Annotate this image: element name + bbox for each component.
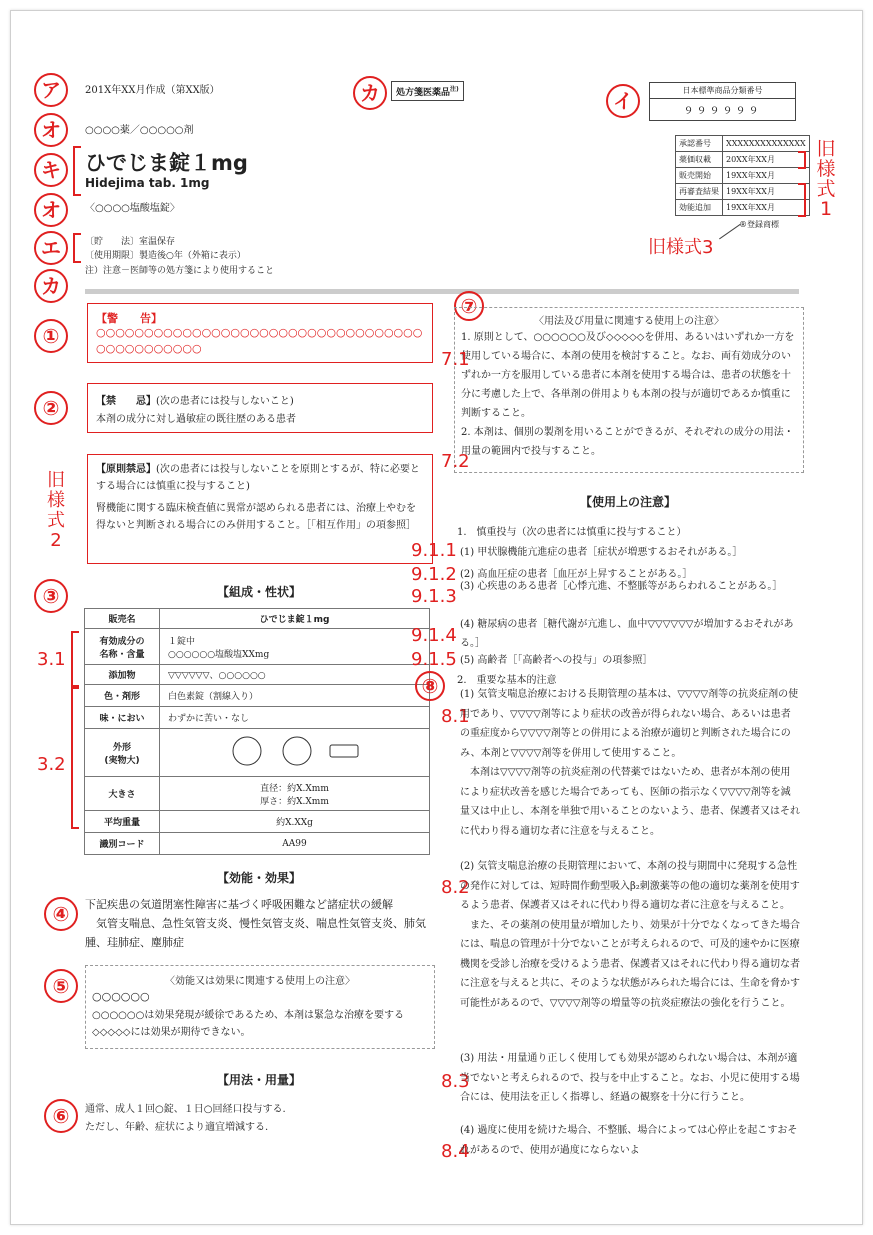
annotation-o-2: オ (34, 193, 68, 227)
composition-value: AA99 (160, 833, 430, 855)
approval-table (675, 135, 810, 216)
annotation-old1: 旧様式1 (816, 138, 836, 220)
composition-value: ひでじま錠１mg (160, 609, 430, 629)
annotation-3-2: 3.2 (37, 754, 66, 775)
approval-row (676, 152, 810, 168)
careful-item-5: (5) 高齢者［「高齢者への投与」の項参照］ (460, 655, 653, 666)
careful-item-4: (4) 糖尿病の患者［糖代謝が亢進し、血中▽▽▽▽▽▽が増加するおそれがある。］ (460, 619, 794, 649)
warning-text: ○○○○○○○○○○○○○○○○○○○○○○○○○○○○○○○○○○○○○○○○○○○○○ (96, 326, 423, 355)
annotation-8-1: 8.1 (441, 706, 470, 727)
rx-badge: 処方箋医薬品$^{注)}$ (391, 81, 464, 101)
approval-value: 19XX年XX月 (723, 200, 810, 216)
careful-item-2: (2) 高血圧症の患者［血圧が上昇することがある。］ (460, 569, 693, 580)
std-code-box: 日本標準商品分類番号 ９９９９９９ (649, 82, 796, 121)
old3-pointer (719, 224, 741, 240)
annotation-e: エ (34, 231, 68, 265)
approval-row (676, 200, 810, 216)
annotation-8: ⑧ (415, 671, 445, 701)
annotation-8-3: 8.3 (441, 1071, 470, 1092)
composition-header: 外形 (実物大) (85, 729, 160, 777)
composition-value: １錠中 ○○○○○○塩酸塩XXmg (160, 629, 430, 665)
principle-title-line: 【原則禁忌】(次の患者には投与しないことを原則とするが、特に必要とする場合には慎重に投与すること) (96, 464, 420, 492)
annotation-5: ⑤ (44, 969, 78, 1003)
dosage-caution-title: 〈用法及び用量に関連する使用上の注意〉 (534, 316, 724, 327)
annotation-old2: 旧様式2 (47, 470, 65, 551)
storage-bracket (73, 233, 81, 263)
annotation-ka-1: カ (34, 269, 68, 303)
important-item-1: (1) 気管支喘息治療における長期管理の基本は、▽▽▽▽剤等の抗炎症剤の使用であり、▽▽▽▽剤等により症状の改善が得られない場合、あるいは患者の重症度から▽▽▽▽剤等との併用による治療が適切と判断された場合にのみ、本剤と▽▽▽▽剤等を併用して使用すること。 本剤は▽▽▽▽剤等の抗炎症剤の代替薬ではないため、患者が本剤の使用により症状改善を感じた場合であっても、医師の指示なく▽▽▽▽剤等を減量又は中止し、本剤を単独で用いることのないよう、患者、保護者又はそれに代わり得る適切な者に注意を与えること。 (460, 689, 800, 837)
composition-row (85, 685, 430, 707)
tablet-side-view (330, 745, 358, 757)
composition-header: 識別コード (85, 833, 160, 855)
contra-title-line: 【禁 忌】(次の患者には投与しないこと) (96, 396, 294, 407)
package-insert-page (10, 10, 863, 1225)
annotation-9-1-5: 9.1.5 (411, 649, 457, 670)
careful-item-1: (1) 甲状腺機能亢進症の患者［症状が増悪するおそれがある。］ (460, 547, 743, 558)
header-rule (85, 289, 799, 294)
efficacy-caution-title: 〈効能又は効果に関連する使用上の注意〉 (165, 976, 355, 987)
careful-title: 1. 慎重投与（次の患者には慎重に投与すること） (457, 527, 687, 538)
annotation-9-1-3: 9.1.3 (411, 586, 457, 607)
composition-row (85, 629, 430, 665)
generic-name: 〈○○○○塩酸塩錠〉 (85, 203, 180, 214)
composition-table (84, 608, 430, 855)
approval-value: 19XX年XX月 (723, 168, 810, 184)
annotation-ka-2: カ (353, 76, 387, 110)
annotation-2: ② (34, 391, 68, 425)
tablet-bottom-view (283, 737, 311, 765)
tablet-shape-illustration (160, 729, 430, 777)
efficacy-caution-head: ○○○○○○ (92, 990, 150, 1003)
principle-contra-box (87, 454, 433, 564)
composition-header: 大きさ (85, 777, 160, 811)
approval-value: 19XX年XX月 (723, 184, 810, 200)
approval-value: 20XX年XX月 (723, 152, 810, 168)
important-item-3: (3) 用法・用量通り正しく使用しても効果が認められない場合は、本剤が適当でないと考えられるので、投与を中止すること。なお、小児に使用する場合には、使用法を正しく指導し、経過の観察を十分に行うこと。 (460, 1053, 800, 1103)
composition-header: 販売名 (85, 609, 160, 629)
old1-bracket-b (798, 183, 806, 217)
dosage-caution-box (454, 307, 804, 473)
important-item-2: (2) 気管支喘息治療の長期管理において、本剤の投与期間中に発現する急性の発作に対しては、短時間作動型吸入β₂刺激薬等の他の適切な薬剤を使用するよう患者、保護者又はそれに代わり得る適切な者に注意を与えること。 また、その薬剤の使用量が増加したり、効果が十分でなくなってきた場合には、喘息の管理が十分でないことが考えられるので、可及的速やかに医療機関を受診し治療を受けるよう患者、保護者又はそれに代わり得る適切な者に注意を与えると共に、そのような状態がみられた場合には、生命を脅かす可能性があるので、▽▽▽▽剤等の増量等の抗炎症療法の強化を行うこと。 (460, 861, 800, 1009)
registered-mark: ®登録商標 (739, 220, 779, 229)
careful-item-3: (3) 心疾患のある患者［心悸亢進、不整脈等があらわれることがある。］ (460, 581, 783, 592)
annotation-o-1: オ (34, 113, 68, 147)
creation-date: 201X年XX月作成（第XX版） (85, 85, 220, 96)
approval-label: 薬価収載 (676, 152, 723, 168)
composition-value: 直径：約X.Xmm 厚さ：約X.Xmm (160, 777, 430, 811)
name-bracket (73, 146, 81, 196)
drug-name-en: Hidejima tab. 1mg (85, 176, 210, 190)
dosage-caution-item2: 2. 本剤は、個別の製剤を用いることができるが、それぞれの成分の用法・用量の範囲内で投与すること。 (461, 427, 794, 457)
approval-row (676, 136, 810, 152)
composition-value: わずかに苦い・なし (160, 707, 430, 729)
efficacy-caution-box (85, 965, 435, 1049)
annotation-9-1-4: 9.1.4 (411, 625, 457, 646)
annotation-8-2: 8.2 (441, 877, 470, 898)
principle-text: 腎機能に関する臨床検査値に異常が認められる患者には、治療上やむを得ないと判断される場合にのみ併用すること。［「相互作用」の項参照］ (96, 503, 416, 531)
composition-row (85, 707, 430, 729)
storage: 〔貯 法〕室温保存 (85, 237, 176, 247)
approval-row (676, 184, 810, 200)
annotation-7-1: 7.1 (441, 349, 470, 370)
annotation-a: ア (34, 73, 68, 107)
approval-label: 効能追加 (676, 200, 723, 216)
efficacy-text: 下記疾患の気道閉塞性障害に基づく呼吸困難など諸症状の緩解 気管支喘息、急性気管支炎、慢性気管支炎、喘息性気管支炎、肺気腫、珪肺症、塵肺症 (85, 898, 426, 949)
c32-bracket (71, 687, 79, 829)
annotation-3-1: 3.1 (37, 649, 66, 670)
important-title: 2. 重要な基本的注意 (457, 675, 557, 686)
annotation-9-1-1: 9.1.1 (411, 540, 457, 561)
composition-row (85, 833, 430, 855)
composition-value: 白色素錠（割線入り） (160, 685, 430, 707)
precautions-title: 【使用上の注意】 (579, 495, 676, 509)
drug-name-ja: ひでじま錠１mg (85, 151, 248, 175)
efficacy-caution-text: ○○○○○○は効果発現が緩徐であるため、本剤は緊急な治療を要する◇◇◇◇◇には効果が期待できない。 (92, 1010, 404, 1038)
annotation-7-2: 7.2 (441, 451, 470, 472)
composition-header: 色・剤形 (85, 685, 160, 707)
contraindication-box (87, 383, 433, 433)
c31-bracket (71, 631, 79, 687)
composition-row (85, 729, 430, 777)
composition-value: 約X.XXg (160, 811, 430, 833)
composition-row (85, 609, 430, 629)
annotation-3: ③ (34, 579, 68, 613)
annotation-8-4: 8.4 (441, 1141, 470, 1162)
annotation-4: ④ (44, 897, 78, 931)
composition-title: 【組成・性状】 (216, 585, 301, 599)
composition-header: 平均重量 (85, 811, 160, 833)
tablet-top-view (233, 737, 261, 765)
important-item-4: (4) 過度に使用を続けた場合、不整脈、場合によっては心停止を起こすおそれがあるので、使用が過度にならないよ (460, 1125, 798, 1156)
composition-header: 味・におい (85, 707, 160, 729)
efficacy-title: 【効能・効果】 (216, 871, 301, 885)
composition-header: 有効成分の 名称・含量 (85, 629, 160, 665)
annotation-9-1-2: 9.1.2 (411, 564, 457, 585)
warning-box (87, 303, 433, 363)
old1-bracket-a (798, 151, 806, 169)
composition-row (85, 777, 430, 811)
approval-label: 再審査結果 (676, 184, 723, 200)
approval-row (676, 168, 810, 184)
composition-header: 添加物 (85, 665, 160, 685)
approval-label: 販売開始 (676, 168, 723, 184)
rx-note: 注）注意－医師等の処方箋により使用すること (85, 266, 275, 276)
annotation-ki: キ (34, 153, 68, 187)
approval-label: 承認番号 (676, 136, 723, 152)
annotation-i: イ (606, 84, 640, 118)
annotation-6: ⑥ (44, 1099, 78, 1133)
drug-category: ○○○○薬／○○○○○剤 (85, 125, 194, 136)
dosage-title: 【用法・用量】 (216, 1073, 301, 1087)
composition-value: ▽▽▽▽▽▽、○○○○○○ (160, 665, 430, 685)
tablet-shapes (205, 733, 385, 769)
warning-title: 【警 告】 (96, 312, 162, 325)
composition-row (85, 811, 430, 833)
dosage-caution-item1: 1. 原則として、○○○○○○及び◇◇◇◇◇を併用、あるいはいずれか一方を使用している場合に、本剤の使用を検討すること。なお、両有効成分のいずれか一方を服用している患者に本剤を使用する場合は、患者の状態を十分に考慮した上で、各単剤の併用よりも本剤の投与が適切であるか慎重に判断すること。 (461, 332, 795, 419)
expiry: 〔使用期限〕製造後○年（外箱に表示） (85, 251, 246, 261)
composition-row (85, 665, 430, 685)
annotation-old3: 旧様式3 (648, 237, 714, 258)
dosage-text: 通常、成人１回○錠、１日○回経口投与する. ただし、年齢、症状により適宜増減する. (85, 1104, 286, 1133)
contra-text: 本剤の成分に対し過敏症の既往歴のある患者 (96, 414, 296, 425)
annotation-1: ① (34, 319, 68, 353)
annotation-7: ⑦ (454, 291, 484, 321)
approval-value: XXXXXXXXXXXXXX (723, 136, 810, 152)
